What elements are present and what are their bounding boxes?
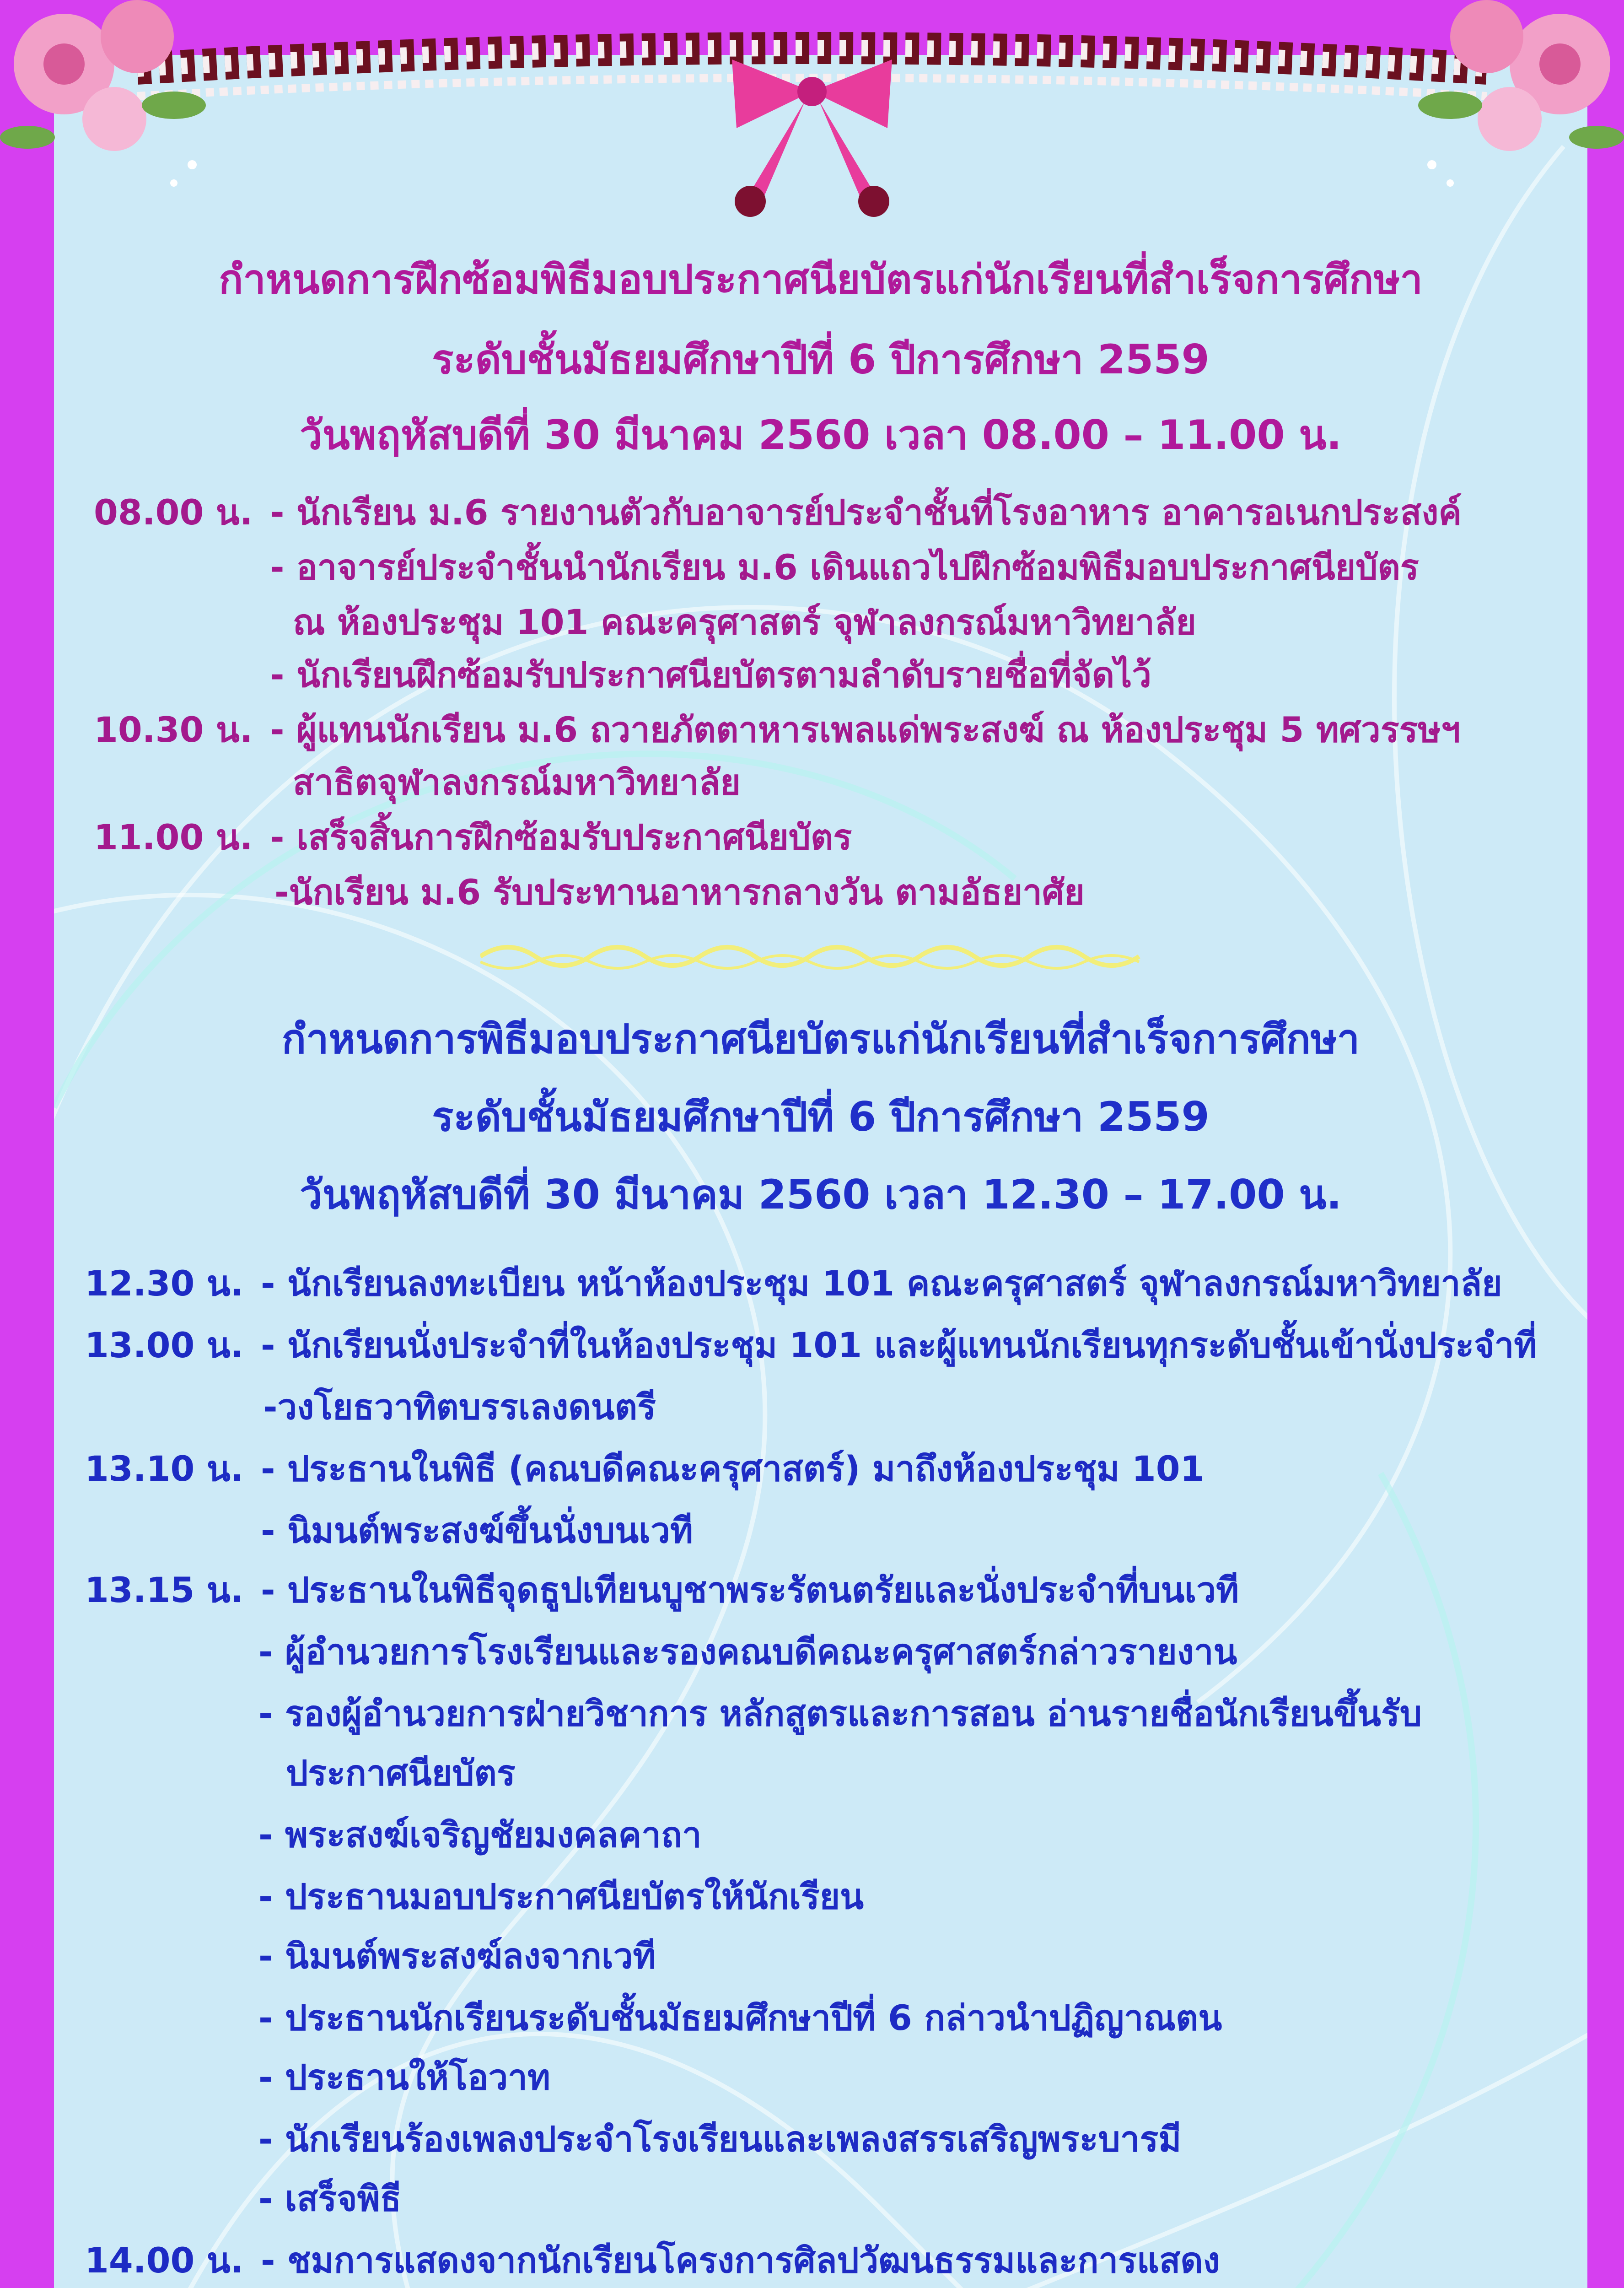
- section1-title-line-2: ระดับชั้นมัธยมศึกษาปีที่ 6 ปีการศึกษา 2559: [432, 336, 1210, 383]
- section1-title-line-1: กำหนดการฝึกซ้อมพิธีมอบประกาศนียบัตรแก่นักเรียนที่สำเร็จการศึกษา: [219, 256, 1423, 303]
- row-text: - ประธานมอบประกาศนียบัตรให้นักเรียน: [258, 1876, 864, 1917]
- row-text: - นิมนต์พระสงฆ์ลงจากเวที: [258, 1936, 656, 1976]
- row-text: - เสร็จสิ้นการฝึกซ้อมรับประกาศนียบัตร: [270, 817, 852, 858]
- row-time: 13.00 น.: [85, 1325, 244, 1365]
- top-garland-decoration: [0, 0, 1624, 229]
- row-text: - นักเรียนลงทะเบียน หน้าห้องประชุม 101 คณะครุศาสตร์ จุฬาลงกรณ์มหาวิทยาลัย: [261, 1263, 1502, 1304]
- row-text: - นิมนต์พระสงฆ์ขึ้นนั่งบนเวที: [261, 1510, 693, 1551]
- row-text: -วงโยธวาทิตบรรเลงดนตรี: [263, 1387, 656, 1427]
- row-text: -นักเรียน ม.6 รับประทานอาหารกลางวัน ตามอัธยาศัย: [274, 872, 1085, 912]
- row-text: - นักเรียน ม.6 รายงานตัวกับอาจารย์ประจำชั้นที่โรงอาหาร อาคารอเนกประสงค์: [270, 492, 1462, 533]
- row-time: 12.30 น.: [85, 1263, 244, 1304]
- row-text: สาธิตจุฬาลงกรณ์มหาวิทยาลัย: [293, 762, 741, 803]
- row-text: - รองผู้อำนวยการฝ่ายวิชาการ หลักสูตรและการสอน อ่านรายชื่อนักเรียนขึ้นรับ: [258, 1693, 1422, 1734]
- section2-title-line-3: วันพฤหัสบดีที่ 30 มีนาคม 2560 เวลา 12.30 – 17.00 น.: [300, 1171, 1342, 1218]
- section2-title-line-2: ระดับชั้นมัธยมศึกษาปีที่ 6 ปีการศึกษา 2559: [432, 1093, 1210, 1140]
- rose-cluster-left: [0, 0, 206, 187]
- row-text: - อาจารย์ประจำชั้นนำนักเรียน ม.6 เดินแถวไปฝึกซ้อมพิธีมอบประกาศนียบัตร: [270, 547, 1419, 588]
- bow-ribbon: [732, 59, 892, 217]
- row-time: 10.30 น.: [94, 709, 253, 750]
- row-time: 13.10 น.: [85, 1448, 244, 1489]
- row-text: - ประธานให้โอวาท: [258, 2057, 551, 2098]
- row-text: - นักเรียนนั่งประจำที่ในห้องประชุม 101 และผู้แทนนักเรียนทุกระดับชั้นเข้านั่งประจำที่: [261, 1325, 1537, 1365]
- row-text: - ผู้อำนวยการโรงเรียนและรองคณบดีคณะครุศาสตร์กล่าวรายงาน: [258, 1631, 1237, 1672]
- row-text: - นักเรียนร้องเพลงประจำโรงเรียนและเพลงสรรเสริญพระบารมี: [258, 2119, 1182, 2159]
- row-text: - ชมการแสดงจากนักเรียนโครงการศิลปวัฒนธรรมและการแสดง: [261, 2240, 1220, 2281]
- section2-title-line-1: กำหนดการพิธีมอบประกาศนียบัตรแก่นักเรียนที่สำเร็จการศึกษา: [281, 1015, 1360, 1063]
- row-text: - พระสงฆ์เจริญชัยมงคลคาถา: [258, 1814, 702, 1855]
- row-time: 13.15 น.: [85, 1570, 244, 1610]
- row-time: 11.00 น.: [94, 817, 253, 858]
- section1-title-line-3: วันพฤหัสบดีที่ 30 มีนาคม 2560 เวลา 08.00 – 11.00 น.: [300, 411, 1342, 459]
- row-text: - นักเรียนฝึกซ้อมรับประกาศนียบัตรตามลำดับรายชื่อที่จัดไว้: [270, 654, 1152, 695]
- rose-cluster-right: [1418, 0, 1624, 187]
- row-text: ณ ห้องประชุม 101 คณะครุศาสตร์ จุฬาลงกรณ์มหาวิทยาลัย: [293, 602, 1196, 642]
- row-text: - ประธานในพิธีจุดธูปเทียนบูชาพระรัตนตรัยและนั่งประจำที่บนเวที: [261, 1570, 1239, 1610]
- row-text: - ประธานนักเรียนระดับชั้นมัธยมศึกษาปีที่ 6 กล่าวนำปฏิญาณตน: [258, 1997, 1222, 2038]
- row-text: - เสร็จพิธี: [258, 2178, 402, 2219]
- row-time: 08.00 น.: [94, 492, 253, 533]
- row-text: - ผู้แทนนักเรียน ม.6 ถวายภัตตาหารเพลแด่พระสงฆ์ ณ ห้องประชุม 5 ทศวรรษฯ: [270, 709, 1461, 750]
- section-divider: [480, 938, 1144, 975]
- row-text: ประกาศนียบัตร: [286, 1753, 516, 1793]
- row-text: - ประธานในพิธี (คณบดีคณะครุศาสตร์) มาถึงห้องประชุม 101: [261, 1448, 1205, 1489]
- row-time: 14.00 น.: [85, 2240, 244, 2281]
